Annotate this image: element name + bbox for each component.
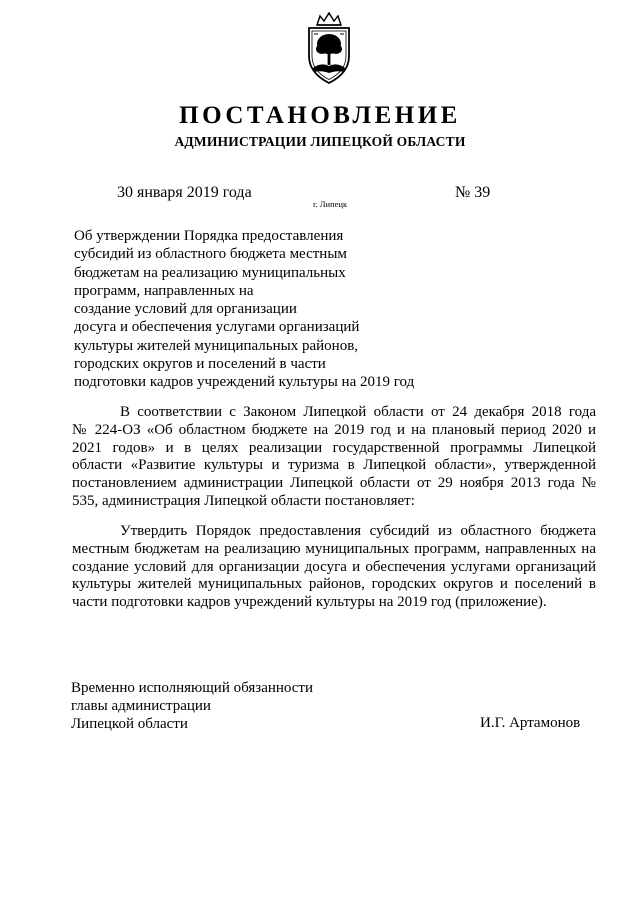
coat-of-arms-icon [300, 12, 358, 86]
signature-line: Временно исполняющий обязанности [71, 680, 314, 696]
subject-line: подготовки кадров учреждений культуры на 2019 год [74, 374, 415, 391]
document-city: г. Липецк [313, 199, 348, 209]
paragraph-resolution [72, 523, 596, 612]
paragraph-line: области «Развитие культуры и туризма в Липецкой области», утвержденной [72, 457, 596, 474]
subject-line: досуга и обеспечения услугами организаций [74, 319, 360, 336]
document-date: 30 января 2019 года [117, 184, 252, 201]
subject-line: Об утверждении Порядка предоставления [74, 228, 344, 244]
subject-line: субсидий из областного бюджета местным [74, 246, 347, 263]
paragraph-line: культуры жителей муниципальных районов, городских округов и поселений в [72, 576, 596, 593]
subject-line: бюджетам на реализацию муниципальных [74, 264, 346, 281]
signatory-name: И.Г. Артамонов [480, 715, 581, 731]
paragraph-line: постановлением администрации Липецкой области от 29 ноября 2013 года № [72, 475, 596, 492]
paragraph-preamble [72, 404, 596, 511]
paragraph-line: В соответствии с Законом Липецкой области от 24 декабря 2018 года [120, 404, 596, 420]
document-number: № 39 [455, 184, 491, 201]
paragraph-line: Утвердить Порядок предоставления субсидий из областного бюджета [120, 523, 596, 539]
document-subtitle: АДМИНИСТРАЦИИ ЛИПЕЦКОЙ ОБЛАСТИ [174, 134, 466, 149]
subject-line: культуры жителей муниципальных районов, [74, 337, 359, 354]
signature-line: Липецкой области [71, 715, 188, 732]
signature-position [71, 680, 313, 733]
paragraph-line: 2021 годов» и в целях реализации государственной программы Липецкой [72, 439, 596, 456]
signature-line: главы администрации [71, 697, 211, 714]
subject-line: программ, направленных на [74, 282, 254, 299]
paragraph-line: части подготовки кадров учреждений культуры на 2019 год (приложение). [72, 594, 547, 611]
paragraph-line: 535, администрация Липецкой области постановляет: [72, 492, 415, 509]
document-title: ПОСТАНОВЛЕНИЕ [179, 102, 461, 129]
subject-line: городских округов и поселений в части [74, 356, 326, 373]
subject-line: создание условий для организации [74, 301, 297, 318]
paragraph-line: № 224-ОЗ «Об областном бюджете на 2019 год и на плановый период 2020 и [72, 421, 596, 438]
paragraph-line: местным бюджетам на реализацию муниципальных программ, направленных на [72, 540, 596, 557]
document-subject [74, 227, 414, 392]
paragraph-line: создание условий для организации досуга и обеспечения услугами организаций [72, 558, 596, 575]
